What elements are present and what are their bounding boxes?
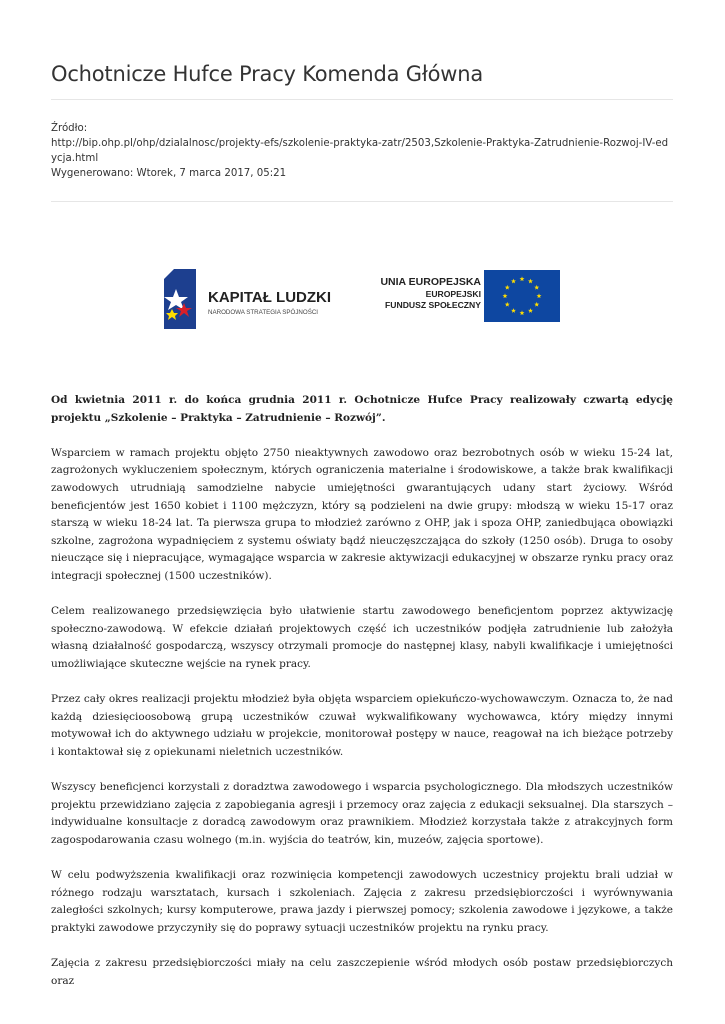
page-title: Ochotnicze Hufce Pracy Komenda Główna bbox=[51, 62, 484, 86]
meta-divider bbox=[51, 201, 673, 202]
generated-date: Wygenerowano: Wtorek, 7 marca 2017, 05:21 bbox=[51, 168, 287, 179]
eu-flag-icon bbox=[484, 270, 560, 322]
kl-title: KAPITAŁ LUDZKI bbox=[208, 289, 332, 306]
article-paragraph: Zajęcia z zakresu przedsiębiorczości miały na celu zaszczepienie wśród młodych osób postaw przedsiębiorczych oraz bbox=[51, 957, 673, 987]
article-body bbox=[51, 392, 673, 1008]
article-paragraph: Wsparciem w ramach projektu objęto 2750 nieaktywnych zawodowo oraz bezrobotnych osób w wieku 15-24 lat, zagrożonych wykluczeniem społecznym, których ograniczenia materialne i środowiskowe, a także brak kwalifikacji zawodowych utrudniają samodzielne nabycie umiejętności gwarantujących udany start życiowy. Wśród beneficjentów jest 1650 kobiet i 1100 mężczyzn, który są podzieleni na dwie grupy: młodszą w wieku 15-17 oraz starszą w wieku 18-24 lat. Ta pierwsza grupa to młodzież zarówno z OHP, jak i spoza OHP, zaniedbująca obowiązki szkolne, zagrożona wypadnięciem z systemu oświaty bądź nieuczęszczająca do szkoły (1250 osób). Druga to osoby nieuczące się i niepracujące, wymagające wsparcia w zakresie aktywizacji edukacyjnej w obszarze rynku pracy oraz integracji społecznej (1500 uczestników). bbox=[51, 446, 673, 582]
source-url[interactable]: http://bip.ohp.pl/ohp/dzialalnosc/projekty-efs/szkolenie-praktyka-zatr/2503,Szkolenie-Praktyka-Zatrudnienie-Rozwoj-IV-edycja.html bbox=[51, 138, 669, 164]
article-paragraph: Przez cały okres realizacji projektu młodzież była objęta wsparciem opiekuńczo-wychowawczym. Oznacza to, że nad każdą dziesięcioosobową grupą uczestników czuwał wykwalifikowany wychowawca, który między innymi motywował ich do aktywnego udziału w projekcie, monitorował postępy w nauce, reagował na ich bieżące potrzeby i kontaktował się z opiekunami nieletnich uczestników. bbox=[51, 693, 673, 758]
eu-logo bbox=[373, 270, 557, 322]
kl-subtitle: NARODOWA STRATEGIA SPÓJNOŚCI bbox=[208, 309, 319, 316]
funding-logos bbox=[51, 262, 673, 332]
source-label: Źródło: bbox=[51, 123, 88, 134]
eu-line-2: EUROPEJSKI bbox=[425, 289, 481, 299]
source-meta bbox=[51, 121, 673, 181]
article-paragraph: Celem realizowanego przedsięwzięcia było ułatwienie startu zawodowego beneficjentom poprzez aktywizację społeczno-zawodową. W efekcie działań projektowych część ich uczestników podjęła zatrudnienie lub założyła własną działalność gospodarczą, wszyscy otrzymali promocje do następnej klasy, nabyli kwalifikacje i umiejętności umożliwiające skuteczne wejście na rynek pracy. bbox=[51, 605, 673, 670]
article-paragraph: W celu podwyższenia kwalifikacji oraz rozwinięcia kompetencji zawodowych uczestnicy projektu brali udział w różnego rodzaju warsztatach, kursach i szkoleniach. Zajęcia z zakresu przedsiębiorczości i wyrównywania zaległości szkolnych; kursy komputerowe, prawa jazdy i pierwszej pomocy; szkolenia zawodowe i językowe, a także praktyki zawodowe przyczyniły się do poprawy sytuacji uczestników projektu na rynku pracy. bbox=[51, 869, 673, 934]
article-lead: Od kwietnia 2011 r. do końca grudnia 2011 r. Ochotnicze Hufce Pracy realizowały czwartą edycję projektu „Szkolenie – Praktyka – Zatrudnienie – Rozwój”. bbox=[51, 394, 673, 424]
eu-line-1: UNIA EUROPEJSKA bbox=[380, 276, 481, 288]
header-divider bbox=[51, 99, 673, 100]
eu-line-3: FUNDUSZ SPOŁECZNY bbox=[385, 300, 481, 310]
article-paragraph: Wszyscy beneficjenci korzystali z doradztwa zawodowego i wsparcia psychologicznego. Dla młodszych uczestników projektu przewidziano zajęcia z zapobiegania agresji i przemocy oraz zajęcia z edukacji seksualnej. Dla starszych – indywidualne konsultacje z doradcą zawodowym oraz prawnikiem. Młodzież korzystała także z atrakcyjnych form zagospodarowania czasu wolnego (m.in. wyjścia do teatrów, kin, muzeów, zajęcia sportowe). bbox=[51, 781, 673, 846]
kapital-ludzki-logo bbox=[162, 267, 342, 331]
